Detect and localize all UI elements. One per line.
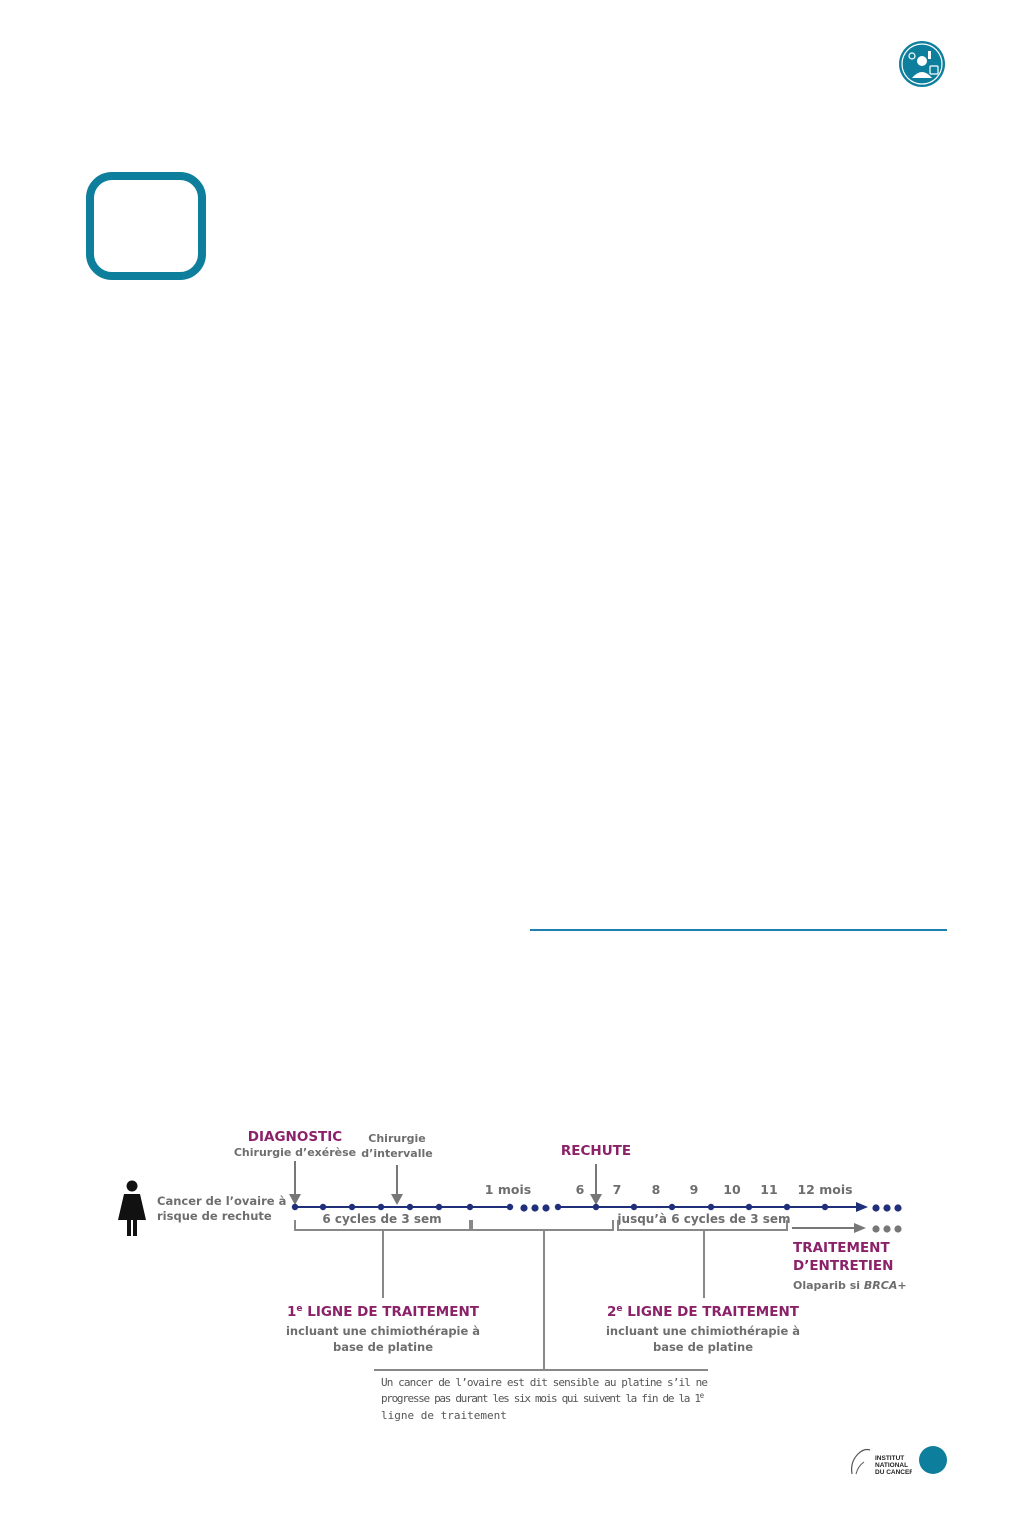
logo-text-1: INSTITUT bbox=[875, 1455, 905, 1462]
note-line-2: progresse pas durant les six mois qui suivent la fin de la 1e bbox=[381, 1391, 705, 1405]
interval-surgery-line-2: d’intervalle bbox=[361, 1147, 433, 1160]
second-line-title: 2e LIGNE DE TRAITEMENT bbox=[607, 1304, 799, 1320]
relapse-title: RECHUTE bbox=[560, 1143, 632, 1159]
woman-icon bbox=[118, 1181, 146, 1237]
month-label-1: 1 mois bbox=[484, 1182, 532, 1197]
second-line-desc-1: incluant une chimiothérapie à bbox=[605, 1324, 801, 1338]
maintenance-arrow bbox=[792, 1223, 902, 1233]
month-label-12: 12 mois bbox=[797, 1182, 853, 1197]
patient-label-line-2: risque de rechute bbox=[157, 1209, 272, 1223]
diagnostic-arrow bbox=[289, 1161, 301, 1205]
patient-label-line-1: Cancer de l’ovaire à bbox=[157, 1194, 287, 1208]
interval-surgery-arrow bbox=[391, 1165, 403, 1205]
first-line-title: 1e LIGNE DE TRAITEMENT bbox=[287, 1304, 479, 1320]
month-label-8: 8 bbox=[651, 1182, 661, 1197]
month-label-10: 10 bbox=[723, 1182, 741, 1197]
bracket-first-line bbox=[295, 1220, 470, 1298]
maintenance-drug: Olaparib si BRCA+ bbox=[793, 1279, 907, 1292]
logo-text-2: NATIONAL bbox=[875, 1462, 909, 1469]
cycles-second-label: jusqu’à 6 cycles de 3 sem bbox=[617, 1212, 791, 1226]
second-line-desc-2: base de platine bbox=[652, 1340, 754, 1354]
month-label-9: 9 bbox=[689, 1182, 699, 1197]
maintenance-title-2: D’ENTRETIEN bbox=[793, 1258, 894, 1274]
first-line-desc-1: incluant une chimiothérapie à bbox=[285, 1324, 481, 1338]
diagnostic-subtitle: Chirurgie d’exérèse bbox=[233, 1146, 357, 1159]
note-line-3: ligne de traitement bbox=[381, 1409, 507, 1422]
month-label-6: 6 bbox=[575, 1182, 585, 1197]
month-label-11: 11 bbox=[760, 1182, 778, 1197]
page-number-badge bbox=[919, 1446, 947, 1474]
interval-surgery-line-1: Chirurgie bbox=[368, 1132, 426, 1145]
institut-national-du-cancer-logo bbox=[848, 1444, 912, 1478]
diagnostic-title: DIAGNOSTIC bbox=[247, 1129, 343, 1145]
maintenance-title-1: TRAITEMENT bbox=[793, 1240, 890, 1256]
month-label-7: 7 bbox=[612, 1182, 622, 1197]
relapse-arrow bbox=[590, 1164, 602, 1205]
note-line-1: Un cancer de l’ovaire est dit sensible au platine s’il ne bbox=[381, 1376, 708, 1389]
first-line-desc-2: base de platine bbox=[332, 1340, 434, 1354]
cycles-first-label: 6 cycles de 3 sem bbox=[322, 1212, 442, 1226]
bracket-second-line bbox=[618, 1220, 787, 1298]
logo-text-3: DU CANCER bbox=[875, 1469, 912, 1476]
